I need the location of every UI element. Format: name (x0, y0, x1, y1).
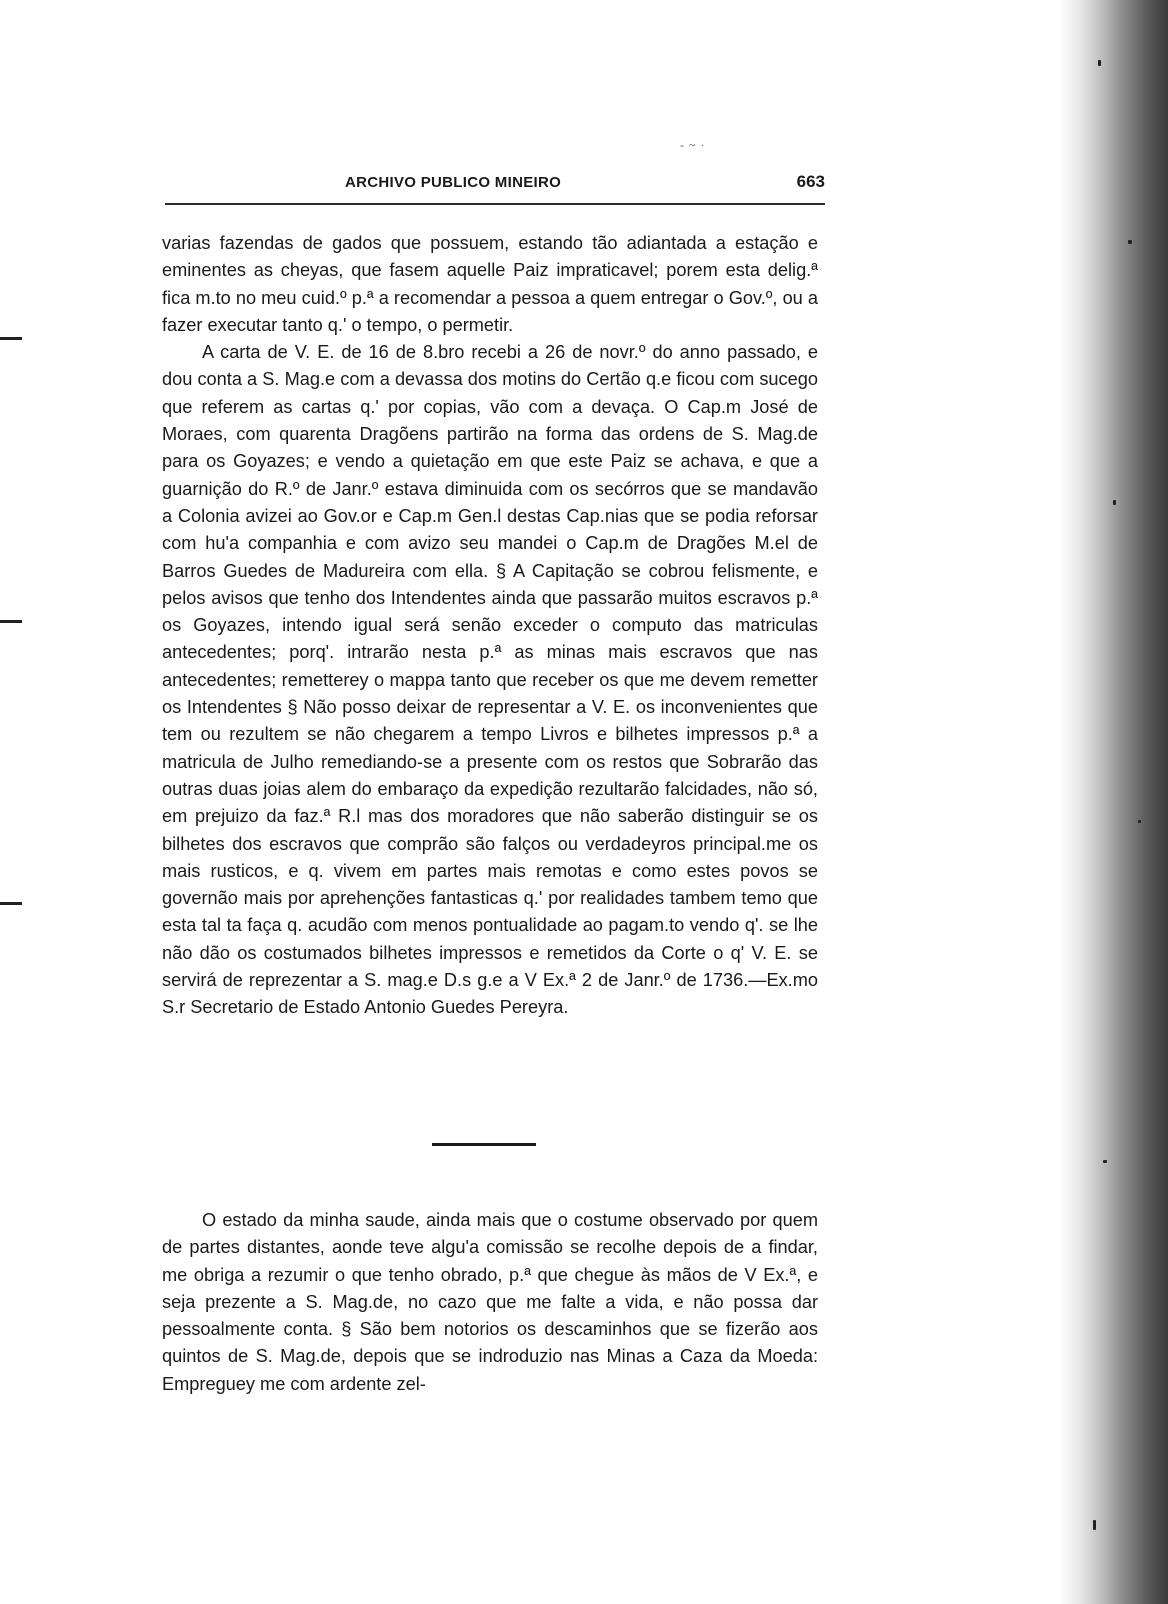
binding-speck (1093, 1520, 1096, 1530)
paragraph: O estado da minha saude, ainda mais que o costume observado por quem de partes distantes, aonde teve algu'a comissão se recolhe depois de a findar, me obriga a rezumir o que tenho obrado, p.ª que chegue às mãos de V Ex.ª, e seja prezente a S. Mag.de, no cazo que me falte a vida, e não possa dar pessoalmente conta. § São bem notorios os descaminhos que se fizerão aos quintos de S. Mag.de, depois que se indroduzio nas Minas a Caza da Moeda: Empreguey me com ardente zel- (162, 1210, 818, 1394)
paragraph: varias fazendas de gados que possuem, estando tão adiantada a estação e eminentes as cheyas, que fasem aquelle Paiz impraticavel; porem esta delig.ª fica m.to no meu cuid.º p.ª a recomendar a pessoa a quem entregar o Gov.º, ou a fazer executar tanto q.' o tempo, o permetir. (162, 233, 818, 335)
page-number: 663 (796, 172, 825, 191)
running-title: ARCHIVO PUBLICO MINEIRO (345, 174, 562, 191)
binding-speck (1103, 1160, 1107, 1163)
margin-mark (0, 902, 22, 905)
ink-smudge: - ~ · (680, 138, 706, 152)
letter-body-part2 (162, 1207, 818, 1398)
book-binding-edge (1058, 0, 1168, 1604)
margin-mark (0, 337, 22, 340)
margin-mark (0, 620, 22, 623)
header-rule (165, 203, 825, 205)
letter-body-part1 (162, 230, 818, 1022)
paragraph: A carta de V. E. de 16 de 8.bro recebi a 26 de novr.º do anno passado, e dou conta a S. Mag.e com a devassa dos motins do Certão q.e ficou com sucego que referem as cartas q.' por copias, vão com a devaça. O Cap.m José de Moraes, com quarenta Dragõens partirão na forma das ordens de S. Mag.de para os Goyazes; e vendo a quietação em que este Paiz se achava, e que a guarnição do R.º de Janr.º estava diminuida com os secórros que se mandavão a Colonia avizei ao Gov.or e Cap.m Gen.l destas Cap.nias que se podia reforsar com hu'a companhia e com avizo seu mandei o Cap.m de Dragões M.el de Barros Guedes de Madureira com ella. § A Capitação se cobrou felismente, e pelos avisos que tenho dos Intendentes ainda que passarão muitos escravos p.ª os Goyazes, intendo igual será senão exceder o computo das matriculas antecedentes; porq'. intrarão nesta p.ª as minas mais escravos que nas antecedentes; remetterey o mappa tanto que receber os que me devem remetter os Intendentes § Não posso deixar de representar a V. E. os inconvenientes que tem ou rezultem se não chegarem a tempo Livros e bilhetes impressos p.ª a matricula de Julho remediando-se a presente com os restos que Sobrarão das outras duas joias alem do embaraço da expedição rezultarão falcidades, não só, em prejuizo da faz.ª R.l mas dos moradores que não saberão distinguir se os bilhetes dos escravos que comprão são falços ou verdadeyros principal.me os mais rusticos, e q. vivem em partes mais remotas e como estes povos se governão mais por aprehenções fantasticas q.' por realidades tambem temo que esta tal ta faça q. acudão com menos pontualidade ao pagam.to vendo q'. se lhe não dão os costumados bilhetes impressos e remetidos da Corte o q' V. E. se servirá de reprezentar a S. mag.e D.s g.e a V Ex.ª 2 de Janr.º de 1736.—Ex.mo S.r Secretario de Estado Antonio Guedes Pereyra. (162, 342, 818, 1018)
binding-speck (1113, 500, 1116, 505)
binding-speck (1138, 820, 1141, 823)
binding-speck (1128, 240, 1132, 244)
binding-speck (1098, 60, 1101, 66)
section-divider (432, 1143, 536, 1146)
page-header (165, 172, 825, 202)
